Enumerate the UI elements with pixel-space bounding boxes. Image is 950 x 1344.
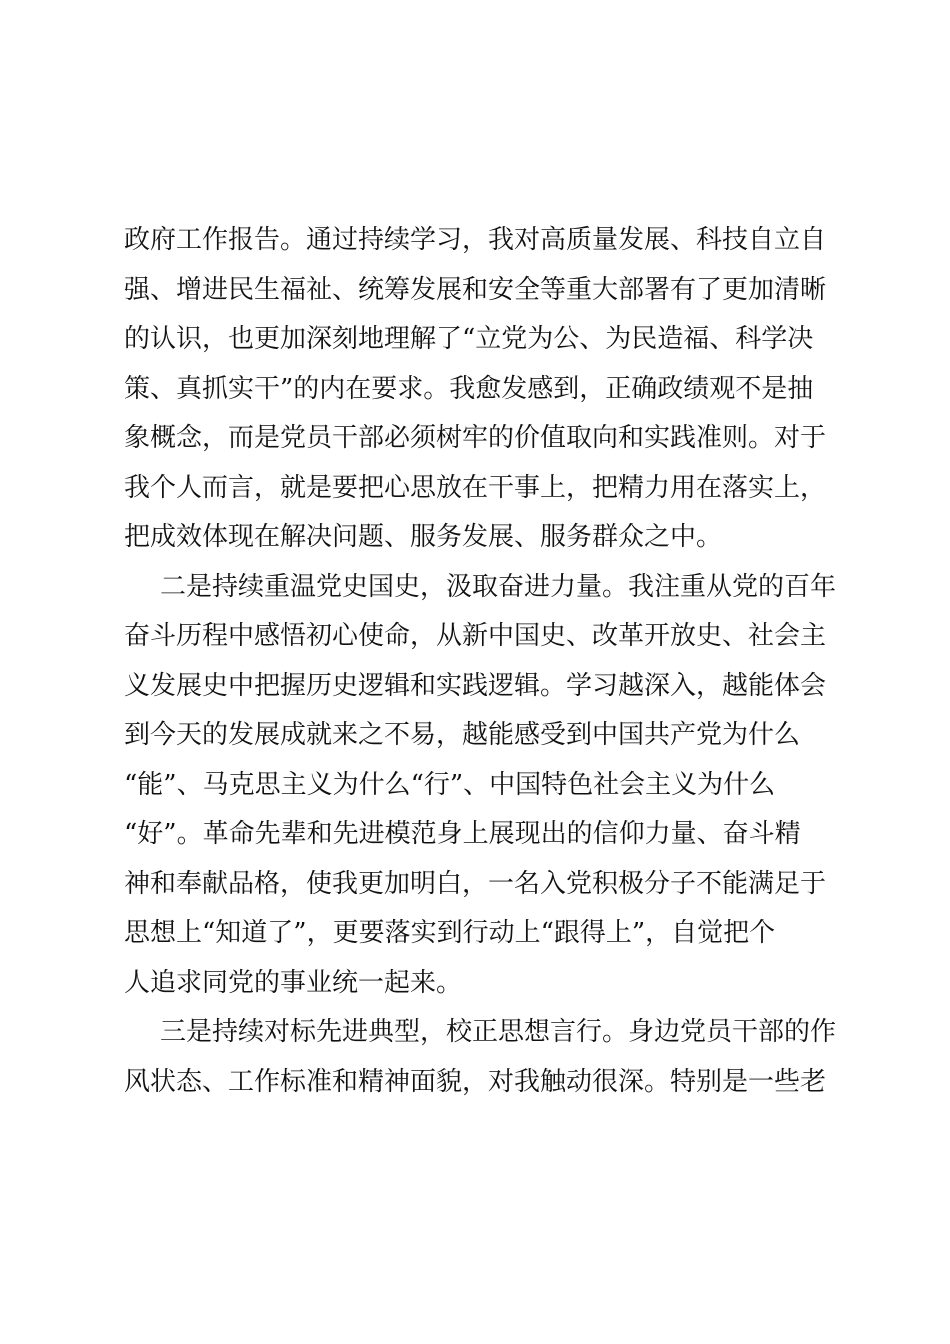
- text-line: 到今天的发展成就来之不易，越能感受到中国共产党为什么: [124, 720, 801, 750]
- text-line: 强、增进民生福祉、统筹发展和安全等重大部署有了更加清晰: [124, 274, 827, 305]
- text-line: 策、真抓实干”的内在要求。我愈发感到，正确政绩观不是抽: [124, 373, 814, 404]
- text-line: 政府工作报告。通过持续学习，我对高质量发展、科技自立自: [124, 225, 827, 255]
- text-line: 我个人而言，就是要把心思放在干事上，把精力用在落实上，: [124, 472, 827, 503]
- text-line: 象概念，而是党员干部必须树牢的价值取向和实践准则。对于: [124, 423, 827, 453]
- paragraph-1: [124, 216, 834, 563]
- text-line: 人追求同党的事业统一起来。: [124, 967, 463, 998]
- text-line: 把成效体现在解决问题、服务发展、服务群众之中。: [124, 522, 723, 552]
- paragraph-2: [124, 563, 837, 1009]
- text-line: 风状态、工作标准和精神面貌，对我触动很深。特别是一些老: [124, 1066, 827, 1097]
- text-line: 的认识，也更加深刻地理解了“立党为公、为民造福、科学决: [124, 324, 814, 354]
- text-line: “好”。革命先辈和先进模范身上展现出的信仰力量、奋斗精: [124, 819, 801, 849]
- paragraph-3: [124, 1008, 837, 1107]
- document-body: [124, 216, 837, 1107]
- text-line: 义发展史中把握历史逻辑和实践逻辑。学习越深入，越能体会: [124, 670, 827, 701]
- text-line: 神和奉献品格，使我更加明白，一名入党积极分子不能满足于: [124, 868, 827, 899]
- text-line: 二是持续重温党史国史，汲取奋进力量。我注重从党的百年: [160, 571, 837, 602]
- text-line: “能”、马克思主义为什么“行”、中国特色社会主义为什么: [124, 769, 776, 800]
- text-line: 奋斗历程中感悟初心使命，从新中国史、改革开放史、社会主: [124, 621, 827, 651]
- text-line: 三是持续对标先进典型，校正思想言行。身边党员干部的作: [160, 1017, 837, 1047]
- text-line: 思想上“知道了”，更要落实到行动上“跟得上”，自觉把个: [124, 918, 776, 948]
